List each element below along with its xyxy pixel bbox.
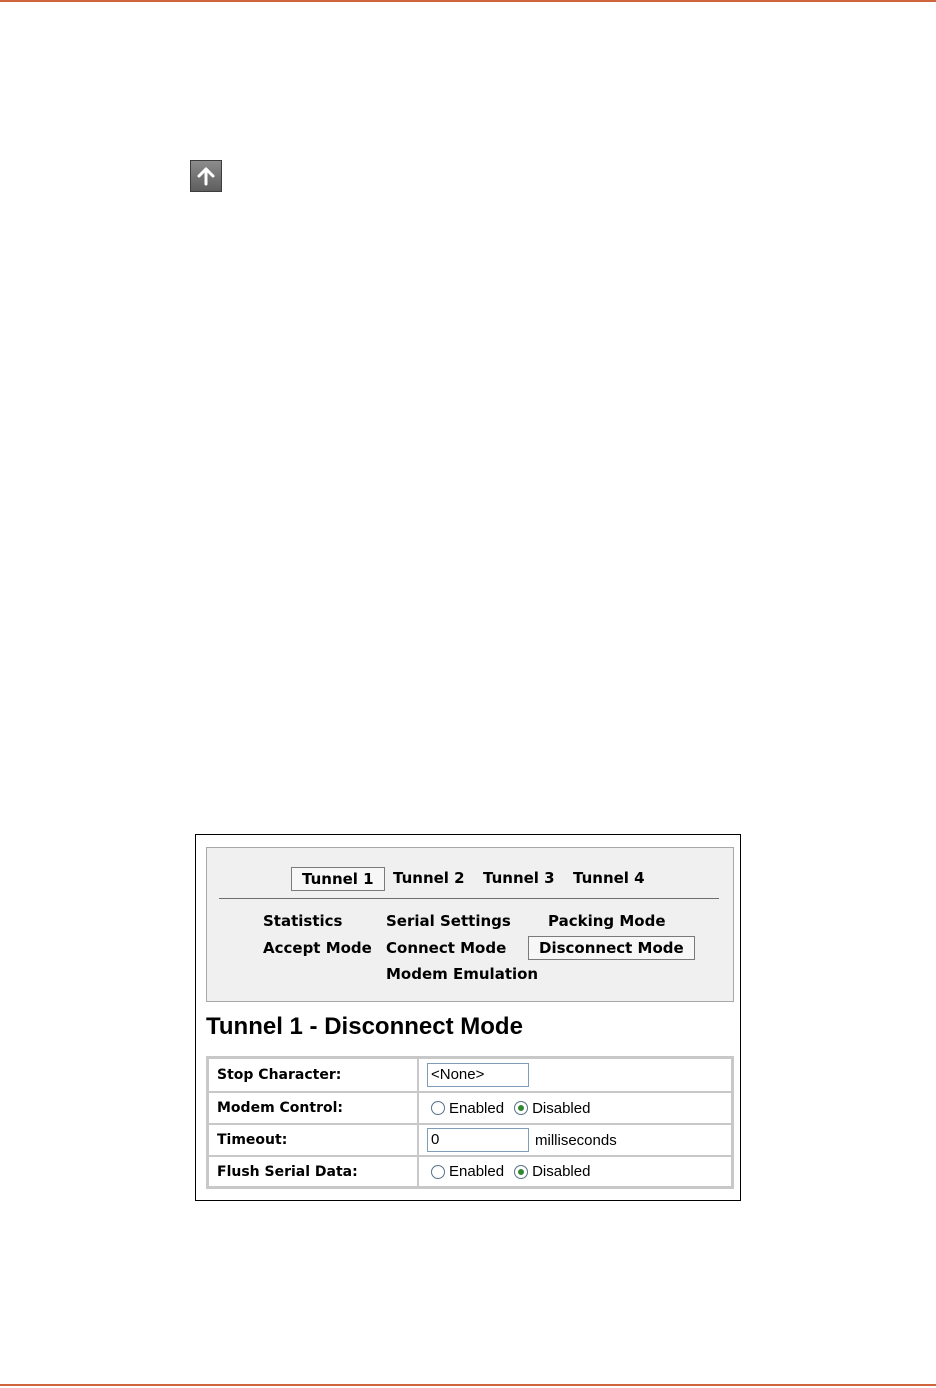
nav-divider xyxy=(219,898,719,899)
tab-tunnel-1[interactable]: Tunnel 1 xyxy=(291,867,385,891)
menu-item-accept-mode[interactable]: Accept Mode xyxy=(263,939,372,957)
modem-control-disabled-radio[interactable] xyxy=(514,1101,528,1115)
modem-control-disabled-label[interactable]: Disabled xyxy=(532,1099,591,1117)
top-rule xyxy=(0,0,936,2)
menu-item-modem-emulation[interactable]: Modem Emulation xyxy=(386,965,539,983)
tab-tunnel-2[interactable]: Tunnel 2 xyxy=(393,869,465,887)
modem-control-enabled-radio[interactable] xyxy=(431,1101,445,1115)
table-row-timeout xyxy=(209,1125,731,1157)
flush-serial-data-enabled-radio[interactable] xyxy=(431,1165,445,1179)
flush-serial-data-radio-group xyxy=(431,1163,600,1180)
tab-tunnel-4[interactable]: Tunnel 4 xyxy=(573,869,645,887)
flush-serial-data-disabled-radio[interactable] xyxy=(514,1165,528,1179)
up-arrow-icon xyxy=(195,165,217,187)
screenshot-figure xyxy=(195,834,741,1201)
menu-item-disconnect-mode[interactable]: Disconnect Mode xyxy=(528,936,695,960)
modem-control-enabled-label[interactable]: Enabled xyxy=(449,1099,505,1117)
flush-serial-data-label: Flush Serial Data: xyxy=(209,1157,419,1186)
flush-serial-data-enabled-label[interactable]: Enabled xyxy=(449,1163,505,1180)
tab-tunnel-3[interactable]: Tunnel 3 xyxy=(483,869,555,887)
timeout-label: Timeout: xyxy=(209,1125,419,1155)
flush-serial-data-disabled-label[interactable]: Disabled xyxy=(532,1163,591,1180)
timeout-unit: milliseconds xyxy=(535,1131,617,1149)
modem-control-label: Modem Control: xyxy=(209,1093,419,1123)
modem-control-radio-group xyxy=(431,1100,600,1117)
menu-item-serial-settings[interactable]: Serial Settings xyxy=(386,912,511,930)
page-title: Tunnel 1 - Disconnect Mode xyxy=(206,1013,523,1040)
back-to-top-button[interactable] xyxy=(190,160,222,192)
stop-character-label: Stop Character: xyxy=(209,1059,419,1091)
timeout-input[interactable]: 0 xyxy=(427,1128,529,1152)
menu-item-connect-mode[interactable]: Connect Mode xyxy=(386,939,507,957)
menu-item-packing-mode[interactable]: Packing Mode xyxy=(548,912,666,930)
stop-character-input[interactable]: <None> xyxy=(427,1063,529,1087)
table-row-stop-character xyxy=(209,1059,731,1093)
menu-item-statistics[interactable]: Statistics xyxy=(263,912,343,930)
tunnel-navigation-panel xyxy=(206,847,734,1002)
table-row-flush-serial-data xyxy=(209,1157,731,1186)
table-row-modem-control xyxy=(209,1093,731,1125)
settings-table xyxy=(206,1056,734,1189)
bottom-rule xyxy=(0,1384,936,1386)
